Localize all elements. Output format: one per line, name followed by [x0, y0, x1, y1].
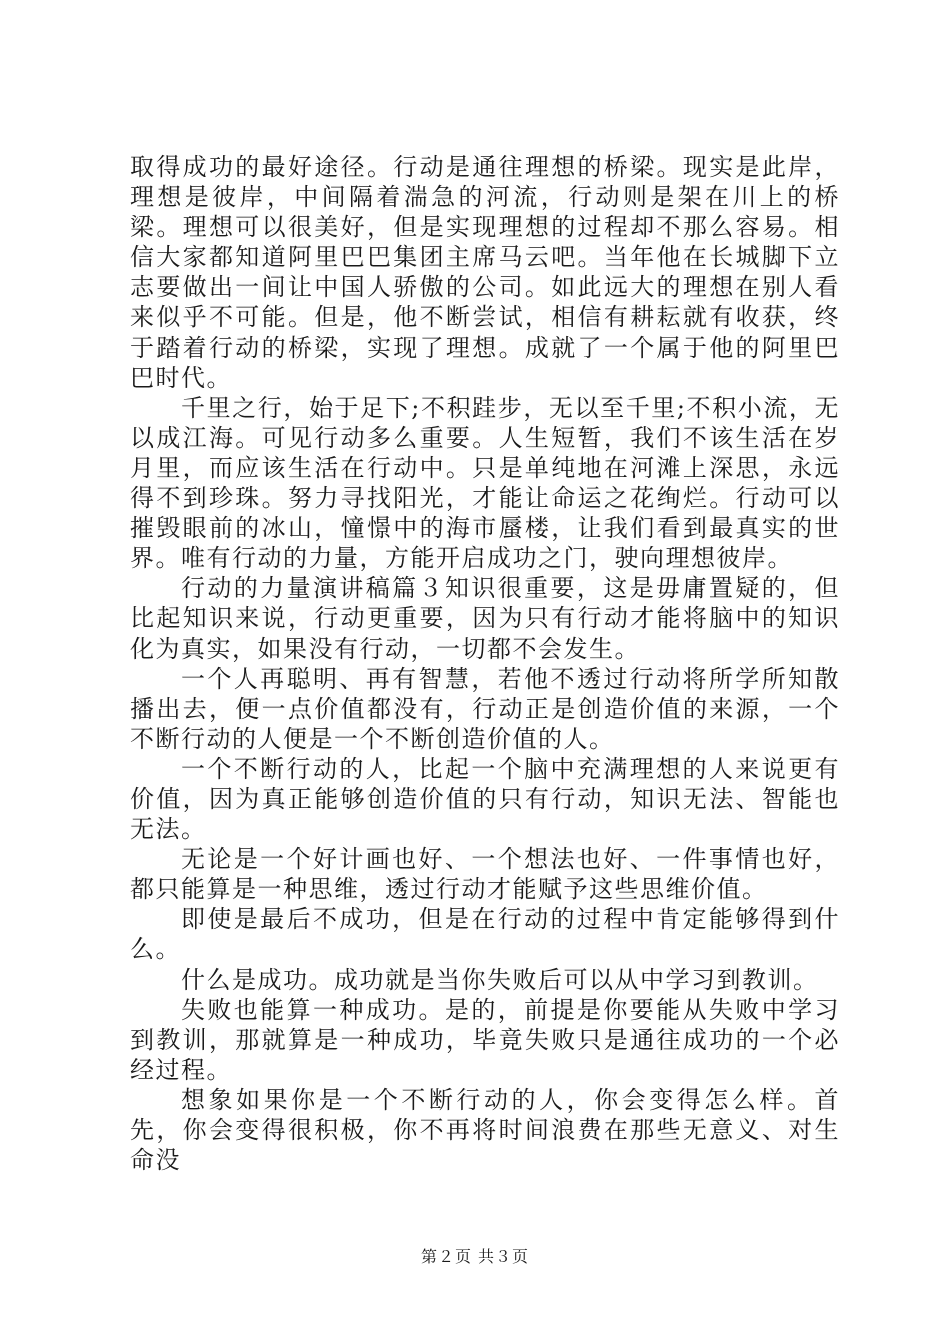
paragraph-7: 即使是最后不成功，但是在行动的过程中肯定能够得到什么。: [130, 905, 840, 964]
paragraph-9: 失败也能算一种成功。是的，前提是你要能从失败中学习到教训，那就算是一种成功，毕竟失败只是通往成功的一个必经过程。: [130, 995, 840, 1084]
paragraph-1: 取得成功的最好途径。行动是通往理想的桥梁。现实是此岸，理想是彼岸，中间隔着湍急的河流，行动则是架在川上的桥梁。理想可以很美好，但是实现理想的过程却不那么容易。相信大家都知道阿里巴巴集团主席马云吧。当年他在长城脚下立志要做出一间让中国人骄傲的公司。如此远大的理想在别人看来似乎不可能。但是，他不断尝试，相信有耕耘就有收获，终于踏着行动的桥梁，实现了理想。成就了一个属于他的阿里巴巴时代。: [130, 153, 840, 392]
page-footer: 第２页 共３页: [420, 1247, 530, 1266]
paragraph-5: 一个不断行动的人，比起一个脑中充满理想的人来说更有价值，因为真正能够创造价值的只有行动，知识无法、智能也无法。: [130, 754, 840, 844]
paragraph-3: 行动的力量演讲稿篇３知识很重要，这是毋庸置疑的，但比起知识来说，行动更重要，因为只有行动才能将脑中的知识化为真实，如果没有行动，一切都不会发生。: [130, 574, 840, 663]
paragraph-10: 想象如果你是一个不断行动的人，你会变得怎么样。首先，你会变得很积极，你不再将时间浪费在那些无意义、对生命没: [130, 1085, 840, 1175]
paragraph-6: 无论是一个好计画也好、一个想法也好、一件事情也好，都只能算是一种思维，透过行动才能赋予这些思维价值。: [130, 845, 840, 904]
paragraph-4: 一个人再聪明、再有智慧，若他不透过行动将所学所知散播出去，便一点价值都没有，行动正是创造价值的来源，一个不断行动的人便是一个不断创造价值的人。: [130, 664, 840, 753]
document-body: [130, 152, 840, 1175]
paragraph-8: 什么是成功。成功就是当你失败后可以从中学习到教训。: [181, 965, 819, 994]
paragraph-2: 千里之行，始于足下;不积跬步，无以至千里;不积小流，无以成江海。可见行动多么重要。人生短暂，我们不该生活在岁月里，而应该生活在行动中。只是单纯地在河滩上深思，永远得不到珍珠。努力寻找阳光，才能让命运之花绚烂。行动可以摧毁眼前的冰山，憧憬中的海市蜃楼，让我们看到最真实的世界。唯有行动的力量，方能开启成功之门，驶向理想彼岸。: [130, 393, 840, 573]
